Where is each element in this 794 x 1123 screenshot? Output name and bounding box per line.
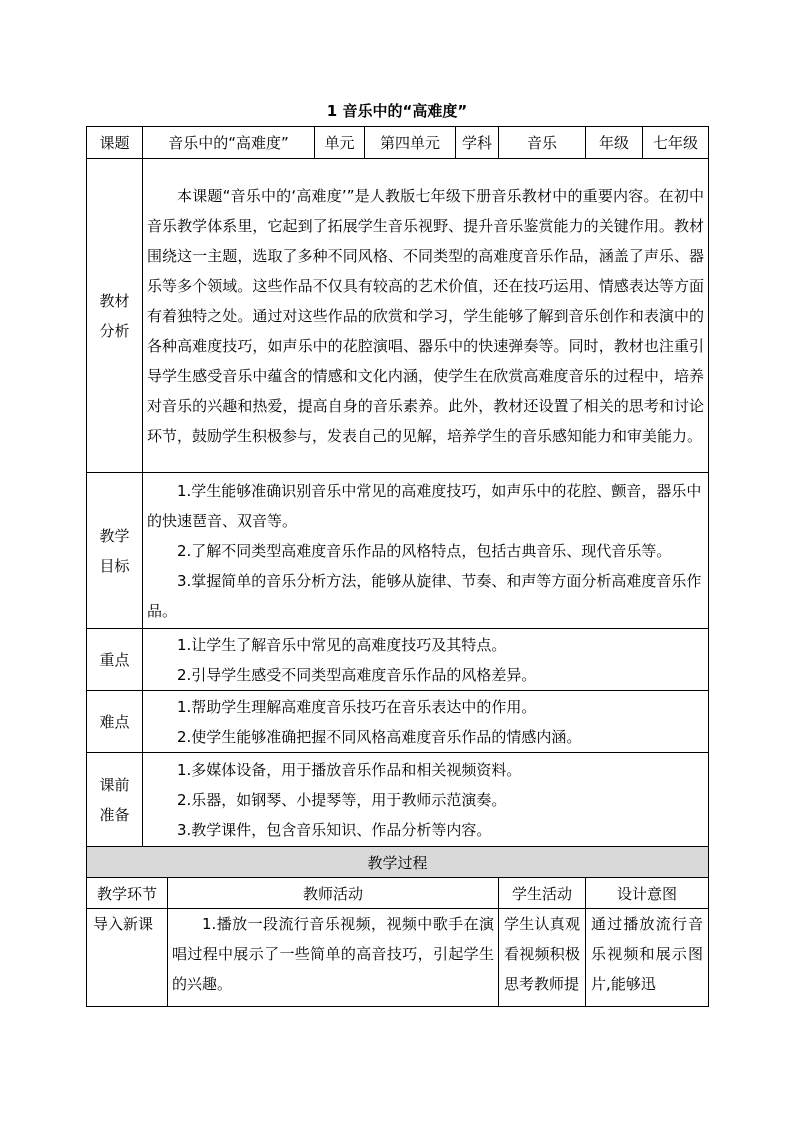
subject-value: 音乐	[499, 127, 586, 159]
key-points-row	[87, 629, 709, 691]
process-section-row	[87, 847, 709, 878]
topic-value: 音乐中的“高难度”	[143, 127, 315, 159]
difficulties-label: 难点	[87, 691, 143, 753]
goals-label: 教学 目标	[87, 473, 143, 629]
preparation-row	[87, 753, 709, 847]
goals-row	[87, 473, 709, 629]
intent-cell	[586, 909, 709, 1007]
column-header-intent: 设计意图	[586, 878, 709, 909]
analysis-row	[87, 159, 709, 473]
process-section-title: 教学过程	[87, 847, 709, 878]
preparation-item-3: 3.教学课件，包含音乐知识、作品分析等内容。	[177, 820, 492, 839]
process-header-row	[87, 878, 709, 909]
stage-cell	[87, 909, 168, 1007]
header-row	[87, 127, 709, 159]
goal-item-1: 1.学生能够准确识别音乐中常见的高难度技巧，如声乐中的花腔、颤音，器乐中的快速琶音、双音等。	[147, 481, 702, 530]
unit-value: 第四单元	[365, 127, 456, 159]
document-title: 1 音乐中的“高难度”	[326, 102, 468, 120]
topic-label: 课题	[87, 127, 143, 159]
grade-value: 七年级	[643, 127, 709, 159]
difficulty-item-2: 2.使学生能够准确把握不同风格高难度音乐作品的情感内涵。	[177, 727, 582, 746]
stage-text: 导入新课	[93, 915, 154, 933]
goal-item-3: 3.掌握简单的音乐分析方法，能够从旋律、节奏、和声等方面分析高难度音乐作品。	[147, 571, 702, 620]
goal-item-2: 2.了解不同类型高难度音乐作品的风格特点，包括古典音乐、现代音乐等。	[177, 541, 672, 560]
difficulties-cell	[143, 691, 709, 753]
preparation-item-2: 2.乐器，如钢琴、小提琴等，用于教师示范演奏。	[177, 790, 507, 809]
preparation-label: 课前 准备	[87, 753, 143, 847]
column-header-student: 学生活动	[499, 878, 586, 909]
lesson-plan-table	[86, 126, 709, 1007]
column-header-stage: 教学环节	[87, 878, 168, 909]
key-point-item-2: 2.引导学生感受不同类型高难度音乐作品的风格差异。	[177, 665, 537, 684]
analysis-cell	[143, 159, 709, 473]
key-points-label: 重点	[87, 629, 143, 691]
preparation-item-1: 1.多媒体设备，用于播放音乐作品和相关视频资料。	[177, 760, 522, 779]
design-intent-text: 通过播放流行音乐视频和展示图片,能够迅	[591, 915, 704, 993]
student-cell	[499, 909, 586, 1007]
key-points-cell	[143, 629, 709, 691]
key-point-item-1: 1.让学生了解音乐中常见的高难度技巧及其特点。	[177, 635, 507, 654]
table-row	[87, 909, 709, 1007]
preparation-cell	[143, 753, 709, 847]
difficulties-row	[87, 691, 709, 753]
column-header-teacher: 教师活动	[168, 878, 499, 909]
analysis-text: 本课题“音乐中的‘高难度’”是人教版七年级下册音乐教材中的重要内容。在初中音乐教学体系里，它起到了拓展学生音乐视野、提升音乐鉴赏能力的关键作用。教材围绕这一主题，选取了多种不同风格、不同类型的高难度音乐作品，涵盖了声乐、器乐等多个领域。这些作品不仅具有较高的艺术价值，还在技巧运用、情感表达等方面有着独特之处。通过对这些作品的欣赏和学习，学生能够了解到音乐创作和表演中的各种高难度技巧，如声乐中的花腔演唱、器乐中的快速弹奏等。同时，教材也注重引导学生感受音乐中蕴含的情感和文化内涵，使学生在欣赏高难度音乐的过程中，培养对音乐的兴趣和热爱，提高自身的音乐素养。此外，教材还设置了相关的思考和讨论环节，鼓励学生积极参与，发表自己的见解，培养学生的音乐感知能力和审美能力。	[147, 186, 705, 445]
goals-cell	[143, 473, 709, 629]
analysis-label: 教材 分析	[87, 159, 143, 473]
subject-label: 学科	[456, 127, 499, 159]
difficulty-item-1: 1.帮助学生理解高难度音乐技巧在音乐表达中的作用。	[177, 697, 537, 716]
student-activity-text: 学生认真观看视频积极思考教师提	[504, 915, 581, 993]
grade-label: 年级	[586, 127, 643, 159]
unit-label: 单元	[315, 127, 365, 159]
teacher-cell	[168, 909, 499, 1007]
teacher-activity-text: 1.播放一段流行音乐视频，视频中歌手在演唱过程中展示了一些简单的高音技巧，引起学生的兴趣。	[172, 915, 495, 993]
